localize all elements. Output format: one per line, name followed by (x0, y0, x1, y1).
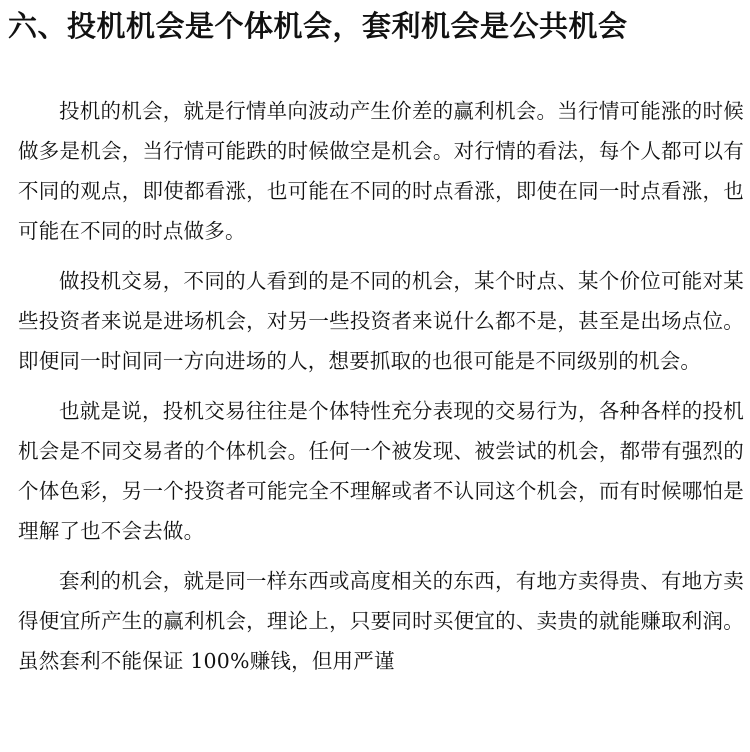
paragraph: 做投机交易，不同的人看到的是不同的机会，某个时点、某个价位可能对某些投资者来说是进场机会，对另一些投资者来说什么都不是，甚至是出场点位。即便同一时间同一方向进场的人，想要抓取的也很可能是不同级别的机会。 (18, 269, 744, 373)
paragraph: 投机的机会，就是行情单向波动产生价差的赢利机会。当行情可能涨的时候做多是机会，当行情可能跌的时候做空是机会。对行情的看法，每个人都可以有不同的观点，即使都看涨，也可能在不同的时点看涨，即使在同一时点看涨，也可能在不同的时点做多。 (18, 99, 744, 243)
paragraph: 套利的机会，就是同一样东西或高度相关的东西，有地方卖得贵、有地方卖得便宜所产生的赢利机会，理论上，只要同时买便宜的、卖贵的就能赚取利润。虽然套利不能保证 100%赚钱，但用严谨 (18, 569, 744, 673)
paragraph: 也就是说，投机交易往往是个体特性充分表现的交易行为，各种各样的投机机会是不同交易者的个体机会。任何一个被发现、被尝试的机会，都带有强烈的个体色彩，另一个投资者可能完全不理解或者不认同这个机会，而有时候哪怕是理解了也不会去做。 (18, 399, 744, 543)
section-heading: 六、投机机会是个体机会，套利机会是公共机会 (8, 9, 628, 43)
body-text (18, 91, 744, 691)
